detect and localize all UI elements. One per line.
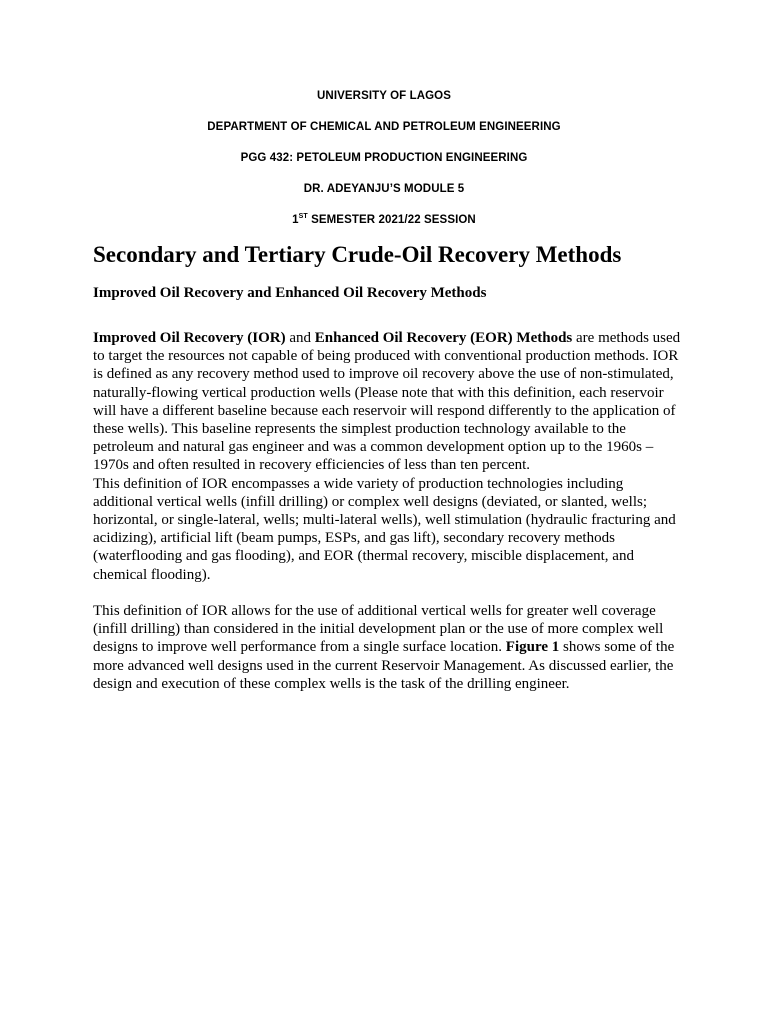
conjunction: and <box>285 330 315 346</box>
page-title: Secondary and Tertiary Crude-Oil Recovery Methods <box>93 242 622 267</box>
semester-session <box>0 212 768 243</box>
paragraph-infill <box>93 602 683 693</box>
document-header <box>0 88 768 243</box>
paragraph-ior-eor <box>93 329 683 475</box>
lecturer-module: DR. ADEYANJU’S MODULE 5 <box>303 183 465 195</box>
department-name: DEPARTMENT OF CHEMICAL AND PETROLEUM ENGINEERING <box>207 121 561 133</box>
term-ior: Improved Oil Recovery (IOR) <box>93 330 286 346</box>
term-eor: Enhanced Oil Recovery (EOR) Methods <box>314 330 573 346</box>
paragraph-ior-eor-text: are methods used to target the resources not capable of being produced with conventional production methods. IOR is defined as any recovery method used to improve oil recovery above the use of non-stimulated, naturally-flowing vertical production wells (Please note that with this definition, each reservoir will have a different baseline because each reservoir will respond differently to the application of these wells). This baseline represents the simplest production technology available to the petroleum and natural gas engineer and was a common development option up to the 1960s – 1970s and often resulted in recovery efficiencies of less than ten percent. <box>93 330 681 474</box>
semester-number: 1 <box>292 214 299 226</box>
university-name: UNIVERSITY OF LAGOS <box>317 90 451 102</box>
semester-ordinal: ST <box>298 213 308 221</box>
paragraph-infill-rest: shows some of the more advanced well designs used in the current Reservoir Management. As discussed earlier, the design and execution of these complex wells is the task of the drilling engineer. <box>93 639 675 692</box>
body-text <box>93 329 683 693</box>
semester-text: SEMESTER 2021/22 SESSION <box>307 214 476 226</box>
paragraph-ior-definition: This definition of IOR encompasses a wide variety of production technologies including additional vertical wells (infill drilling) or complex well designs (deviated, or slanted, wells; horizontal, or single-lateral, wells; multi-lateral wells), well stimulation (hydraulic fracturing and acidizing), artificial lift (beam pumps, ESPs, and gas lift), secondary recovery methods (waterflooding and gas flooding), and EOR (thermal recovery, miscible displacement, and chemical flooding). <box>93 475 676 583</box>
paragraph-infill-text: This definition of IOR allows for the use of additional vertical wells for greater well coverage (infill drilling) than considered in the initial development plan or the use of more complex well designs to improve well performance from a single surface location. <box>93 603 664 656</box>
paragraph-spacer <box>93 584 683 602</box>
section-subtitle: Improved Oil Recovery and Enhanced Oil Recovery Methods <box>93 285 487 301</box>
course-title: PGG 432: PETOLEUM PRODUCTION ENGINEERING <box>240 152 528 164</box>
figure-reference: Figure 1 <box>505 639 560 656</box>
